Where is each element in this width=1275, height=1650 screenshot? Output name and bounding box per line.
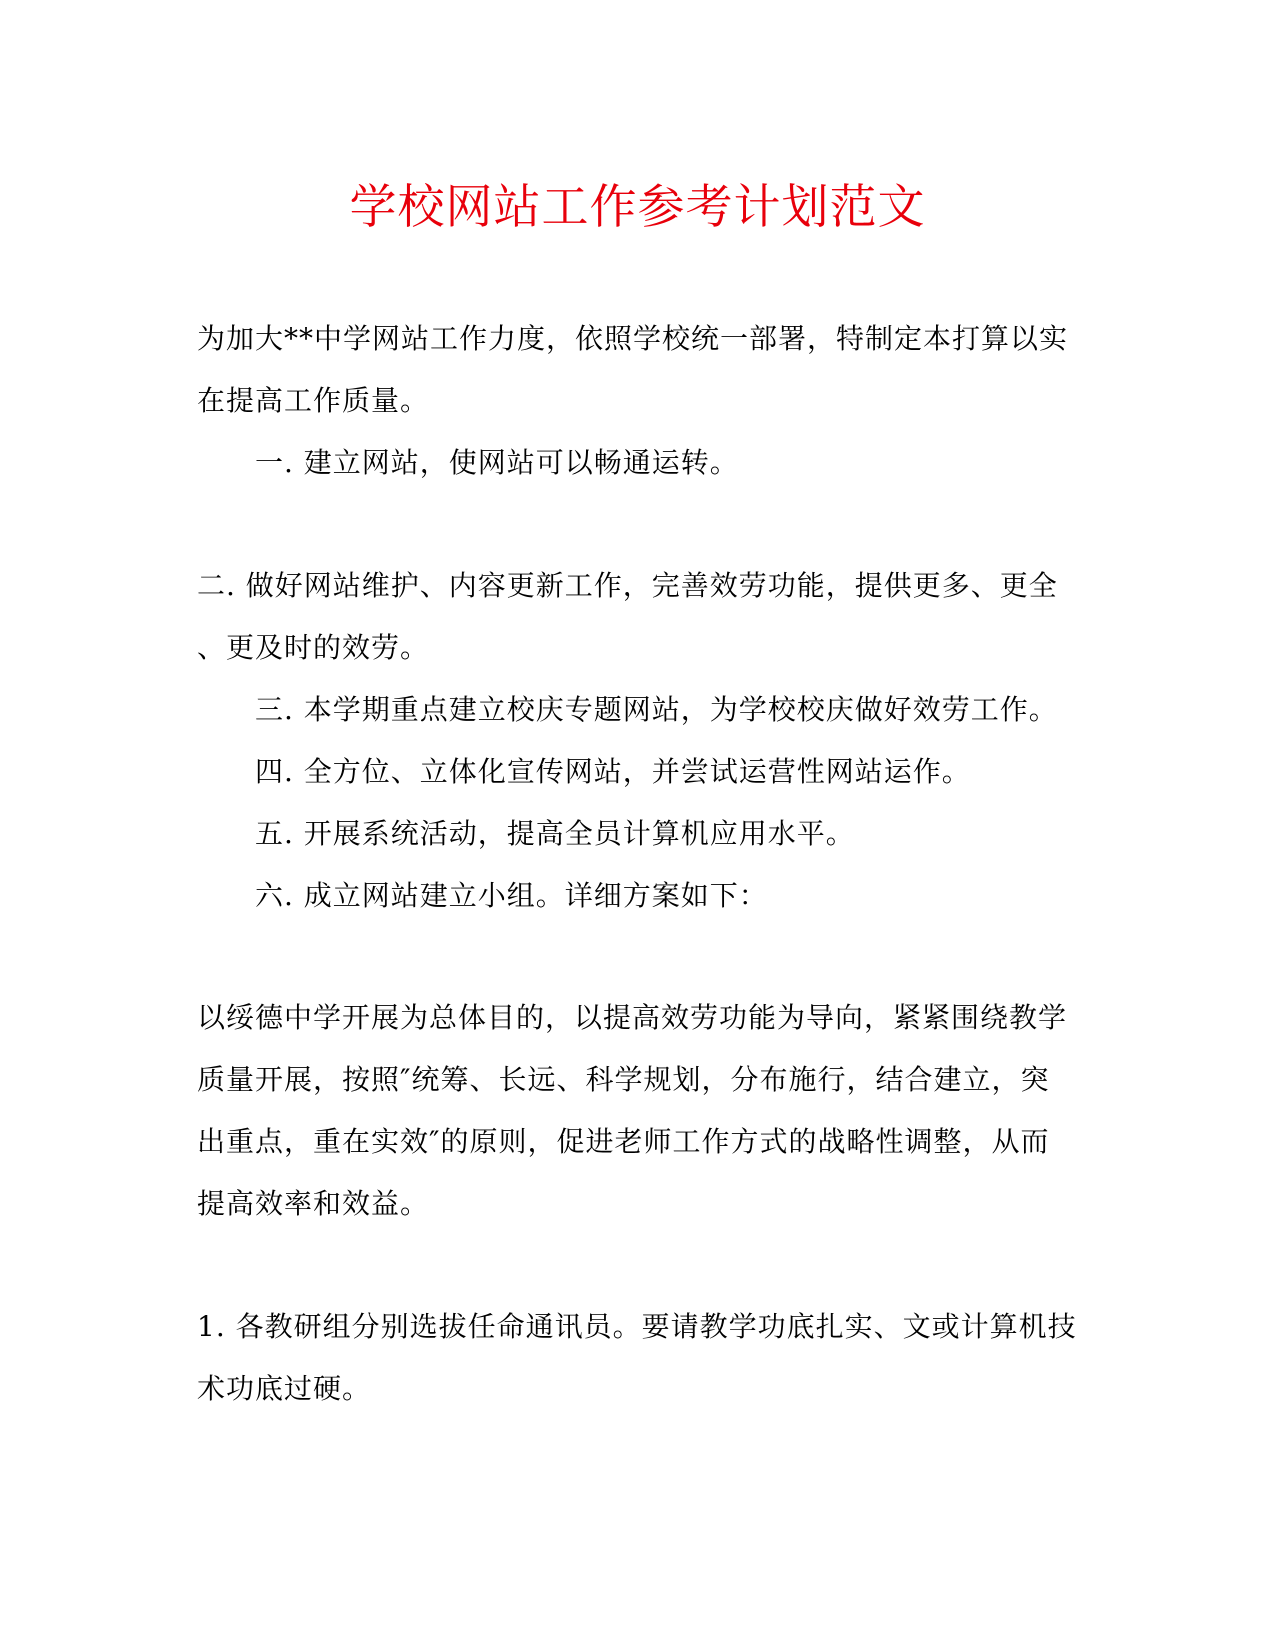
list-item-4: 四. 全方位、立体化宣传网站，并尝试运营性网站运作。 — [255, 755, 971, 788]
paragraph-line: 出重点，重在实效″的原则，促进老师工作方式的战略性调整，从而 — [197, 1125, 1050, 1158]
numbered-item-1: 1. 各教研组分别选拔任命通讯员。要请教学功底扎实、文或计算机技 — [197, 1310, 1077, 1343]
paragraph-line: 为加大**中学网站工作力度，依照学校统一部署，特制定本打算以实 — [197, 322, 1069, 355]
list-item-2: 二. 做好网站维护、内容更新工作，完善效劳功能，提供更多、更全 — [197, 569, 1058, 602]
paragraph-line: 术功底过硬。 — [197, 1372, 372, 1405]
paragraph-line: 以绥德中学开展为总体目的，以提高效劳功能为导向，紧紧围绕教学 — [197, 1001, 1068, 1034]
paragraph-line: 、更及时的效劳。 — [197, 631, 430, 664]
paragraph-line: 在提高工作质量。 — [197, 384, 430, 417]
list-item-6: 六. 成立网站建立小组。详细方案如下： — [255, 879, 768, 912]
paragraph-line: 提高效率和效益。 — [197, 1187, 430, 1220]
list-item-1: 一. 建立网站，使网站可以畅通运转。 — [255, 446, 739, 479]
document-title: 学校网站工作参考计划范文 — [349, 180, 926, 235]
list-item-3: 三. 本学期重点建立校庆专题网站，为学校校庆做好效劳工作。 — [255, 693, 1058, 726]
list-item-5: 五. 开展系统活动，提高全员计算机应用水平。 — [255, 817, 855, 850]
paragraph-line: 质量开展，按照″统筹、长远、科学规划，分布施行，结合建立，突 — [197, 1063, 1050, 1096]
